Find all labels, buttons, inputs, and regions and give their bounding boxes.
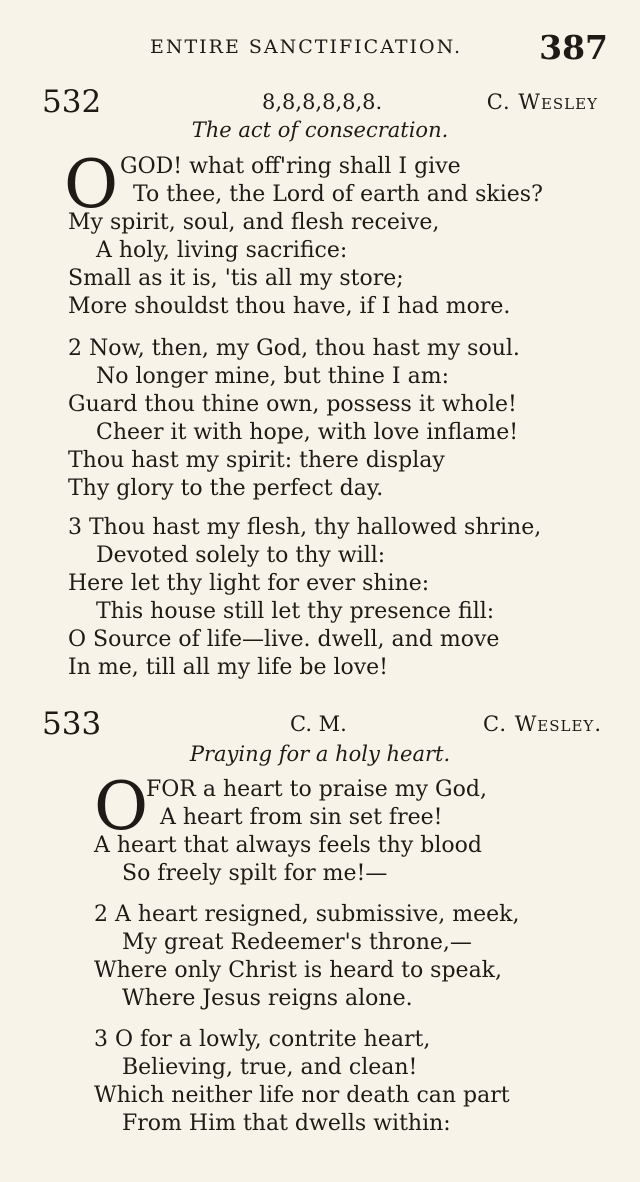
verse-line: Guard thou thine own, possess it whole! bbox=[68, 392, 517, 417]
hymn-number: 532 bbox=[42, 84, 102, 120]
drop-cap: O bbox=[64, 146, 119, 223]
verse-line: Devoted solely to thy will: bbox=[96, 543, 386, 568]
hymn-meter: C. M. bbox=[290, 712, 347, 736]
hymn-subtitle: The act of consecration. bbox=[191, 118, 449, 142]
verse-line: In me, till all my life be love! bbox=[68, 655, 389, 680]
verse-line: 3 Thou hast my flesh, thy hallowed shrine, bbox=[68, 515, 542, 540]
verse-line: FOR a heart to praise my God, bbox=[146, 777, 487, 802]
verse-line: Here let thy light for ever shine: bbox=[68, 571, 430, 596]
drop-cap: O bbox=[94, 768, 149, 845]
verse-line: Thy glory to the perfect day. bbox=[68, 476, 384, 501]
verse-line: Where Jesus reigns alone. bbox=[122, 986, 413, 1011]
verse-line: More shouldst thou have, if I had more. bbox=[68, 294, 511, 319]
hymn-author: C. Wesley. bbox=[483, 712, 602, 736]
verse-line: A heart from sin set free! bbox=[160, 805, 443, 830]
verse-line: A heart that always feels thy blood bbox=[94, 833, 482, 858]
running-head: ENTIRE SANCTIFICATION. bbox=[150, 36, 463, 58]
verse-line: So freely spilt for me!— bbox=[122, 861, 388, 886]
hymn-author: C. Wesley bbox=[486, 90, 598, 114]
verse-line: My spirit, soul, and flesh receive, bbox=[68, 210, 440, 235]
verse-line: 2 Now, then, my God, thou hast my soul. bbox=[68, 336, 520, 361]
hymn-subtitle: Praying for a holy heart. bbox=[189, 742, 451, 766]
verse-line: Cheer it with hope, with love inflame! bbox=[96, 420, 519, 445]
page-number: 387 bbox=[539, 28, 608, 67]
hymn-header bbox=[0, 706, 640, 746]
verse-line: This house still let thy presence fill: bbox=[96, 599, 495, 624]
verse-line: Small as it is, 'tis all my store; bbox=[68, 266, 404, 291]
verse-line: Which neither life nor death can part bbox=[94, 1083, 510, 1108]
verse-line: GOD! what off'ring shall I give bbox=[120, 154, 461, 179]
hymn-meter: 8,8,8,8,8,8. bbox=[262, 90, 383, 114]
verse-line: No longer mine, but thine I am: bbox=[96, 364, 450, 389]
verse-line: 2 A heart resigned, submissive, meek, bbox=[94, 902, 520, 927]
verse-line: 3 O for a lowly, contrite heart, bbox=[94, 1027, 431, 1052]
hymn-number: 533 bbox=[42, 706, 102, 742]
verse-line: To thee, the Lord of earth and skies? bbox=[133, 182, 543, 207]
verse-line: Thou hast my spirit: there display bbox=[68, 448, 445, 473]
verse-line: A holy, living sacrifice: bbox=[96, 238, 348, 263]
verse-line: From Him that dwells within: bbox=[122, 1111, 451, 1136]
verse-line: O Source of life—live. dwell, and move bbox=[68, 627, 500, 652]
verse-line: Where only Christ is heard to speak, bbox=[94, 958, 503, 983]
verse-line: My great Redeemer's throne,— bbox=[122, 930, 472, 955]
verse-line: Believing, true, and clean! bbox=[122, 1055, 418, 1080]
